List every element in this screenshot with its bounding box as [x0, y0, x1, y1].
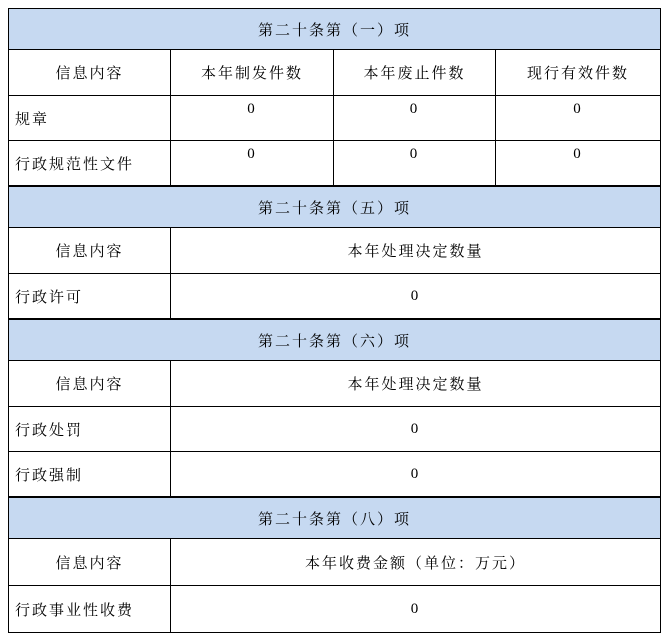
section-table-article20-item6 [8, 319, 661, 497]
row-label: 行政处罚 [9, 407, 171, 452]
column-header-row [9, 50, 661, 96]
column-header-decisions-this-year: 本年处理决定数量 [171, 228, 661, 274]
row-label: 行政强制 [9, 452, 171, 497]
column-header-issued-this-year: 本年制发件数 [171, 50, 334, 96]
column-header-info-content: 信息内容 [9, 50, 171, 96]
section-title: 第二十条第（五）项 [9, 187, 661, 228]
table-row-administrative-licensing [9, 274, 661, 319]
column-header-row [9, 228, 661, 274]
column-header-row [9, 539, 661, 586]
cell-value: 0 [334, 96, 496, 141]
cell-value: 0 [171, 274, 661, 319]
table-row-administrative-penalty [9, 407, 661, 452]
section-title-row [9, 498, 661, 539]
cell-value: 0 [171, 141, 334, 186]
cell-value: 0 [496, 96, 661, 141]
column-header-row [9, 361, 661, 407]
section-table-article20-item8 [8, 497, 661, 633]
section-title-row [9, 320, 661, 361]
row-label: 行政规范性文件 [9, 141, 171, 186]
row-label: 规章 [9, 96, 171, 141]
column-header-decisions-this-year: 本年处理决定数量 [171, 361, 661, 407]
section-title: 第二十条第（八）项 [9, 498, 661, 539]
row-label: 行政许可 [9, 274, 171, 319]
section-title: 第二十条第（六）项 [9, 320, 661, 361]
table-row-administrative-fees [9, 586, 661, 633]
cell-value: 0 [171, 586, 661, 633]
column-header-currently-effective: 现行有效件数 [496, 50, 661, 96]
section-title-row [9, 9, 661, 50]
cell-value: 0 [171, 452, 661, 497]
section-title-row [9, 187, 661, 228]
table-row-rules [9, 96, 661, 141]
cell-value: 0 [496, 141, 661, 186]
section-table-article20-item5 [8, 186, 661, 319]
column-header-repealed-this-year: 本年废止件数 [334, 50, 496, 96]
section-table-article20-item1 [8, 8, 661, 186]
cell-value: 0 [334, 141, 496, 186]
column-header-info-content: 信息内容 [9, 361, 171, 407]
column-header-info-content: 信息内容 [9, 539, 171, 586]
cell-value: 0 [171, 96, 334, 141]
table-row-administrative-coercion [9, 452, 661, 497]
cell-value: 0 [171, 407, 661, 452]
column-header-info-content: 信息内容 [9, 228, 171, 274]
table-row-normative-documents [9, 141, 661, 186]
section-title: 第二十条第（一）项 [9, 9, 661, 50]
column-header-fees-collected: 本年收费金额（单位：万元） [171, 539, 661, 586]
row-label: 行政事业性收费 [9, 586, 171, 633]
